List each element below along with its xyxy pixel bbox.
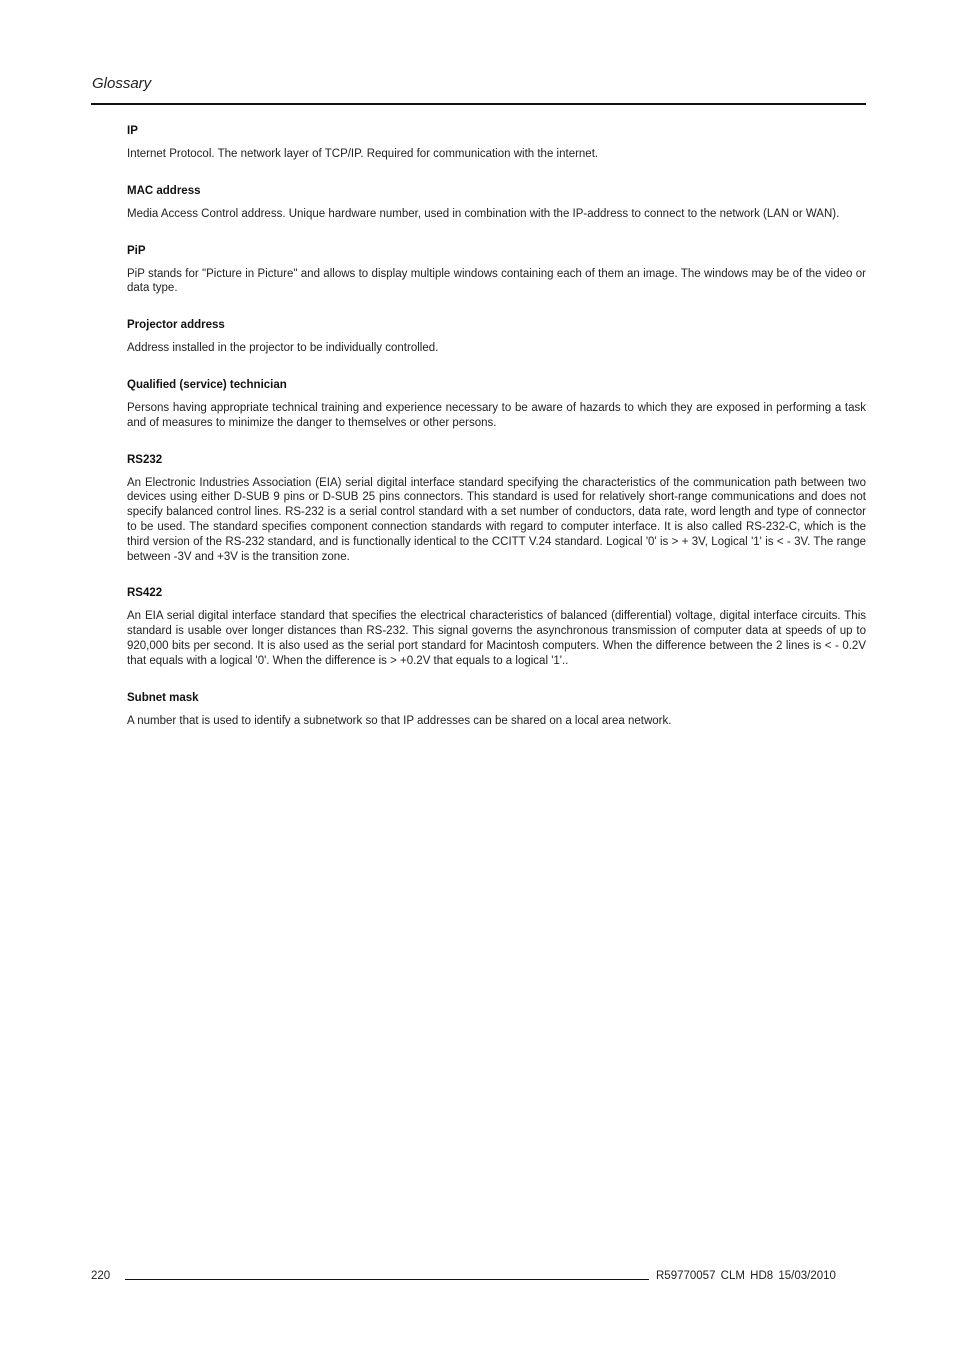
glossary-entry-projector-address (127, 318, 866, 356)
glossary-entry-subnet-mask (127, 691, 866, 729)
glossary-definition: Internet Protocol. The network layer of TCP/IP. Required for communication with the internet. (127, 148, 599, 160)
footer-divider (125, 1279, 649, 1280)
glossary-term: MAC address (127, 184, 201, 197)
glossary-entry-ip (127, 124, 866, 162)
glossary-definition: An EIA serial digital interface standard that specifies the electrical characteristics of balanced (differential) voltage, digital interface circuits. This standard is usable over longer distances than RS-232. This signal governs the asynchronous transmission of computer data at speeds of up to 920,000 bits per second. It is also used as the serial port standard for Macintosh computers. When the difference between the 2 lines is < - 0.2V that equals with a logical '0'. When the difference is > +0.2V that equals to a logical '1'.. (127, 610, 866, 667)
glossary-term: IP (127, 125, 138, 137)
glossary-term: PiP (127, 244, 146, 257)
glossary-entry-qualified-technician (127, 378, 866, 431)
glossary-definition: Persons having appropriate technical training and experience necessary to be aware of hazards to which they are exposed in performing a task and of measures to minimize the danger to themselves or other persons. (127, 401, 866, 429)
glossary-definition: Address installed in the projector to be individually controlled. (127, 342, 439, 355)
glossary-entry-pip (127, 244, 866, 297)
page-header-title: Glossary (92, 75, 152, 92)
glossary-entries (127, 124, 866, 750)
glossary-term: Qualified (service) technician (127, 378, 287, 391)
glossary-entry-rs422 (127, 586, 866, 668)
glossary-definition: Media Access Control address. Unique hardware number, used in combination with the IP-address to connect to the network (LAN or WAN). (127, 207, 840, 220)
page-number: 220 (91, 1270, 111, 1282)
header-divider (91, 103, 866, 105)
document-reference: R59770057 CLM HD8 15/03/2010 (656, 1270, 836, 1282)
glossary-term: Subnet mask (127, 691, 199, 704)
glossary-definition: A number that is used to identify a subnetwork so that IP addresses can be shared on a local area network. (127, 714, 672, 727)
glossary-entry-mac-address (127, 184, 866, 222)
glossary-definition: PiP stands for "Picture in Picture" and allows to display multiple windows containing each of them an image. The windows may be of the video or data type. (127, 267, 866, 295)
glossary-term: Projector address (127, 319, 225, 332)
glossary-entry-rs232 (127, 453, 866, 565)
glossary-term: RS422 (127, 587, 163, 600)
glossary-definition: An Electronic Industries Association (EIA) serial digital interface standard specifying the characteristics of the communication path between two devices using either D-SUB 9 pins or D-SUB 25 pins connectors. This standard is used for relatively short-range communications and does not specify balanced control lines. RS-232 is a serial control standard with a set number of conductors, data rate, word length and type of connector to be used. The standard specifies component connection standards with regard to computer interface. It is also called RS-232-C, which is the third version of the RS-232 standard, and is functionally identical to the CCITT V.24 standard. Logical '0' is > + 3V, Logical '1' is < - 3V. The range between -3V and +3V is the transition zone. (127, 476, 866, 563)
glossary-term: RS232 (127, 453, 163, 466)
